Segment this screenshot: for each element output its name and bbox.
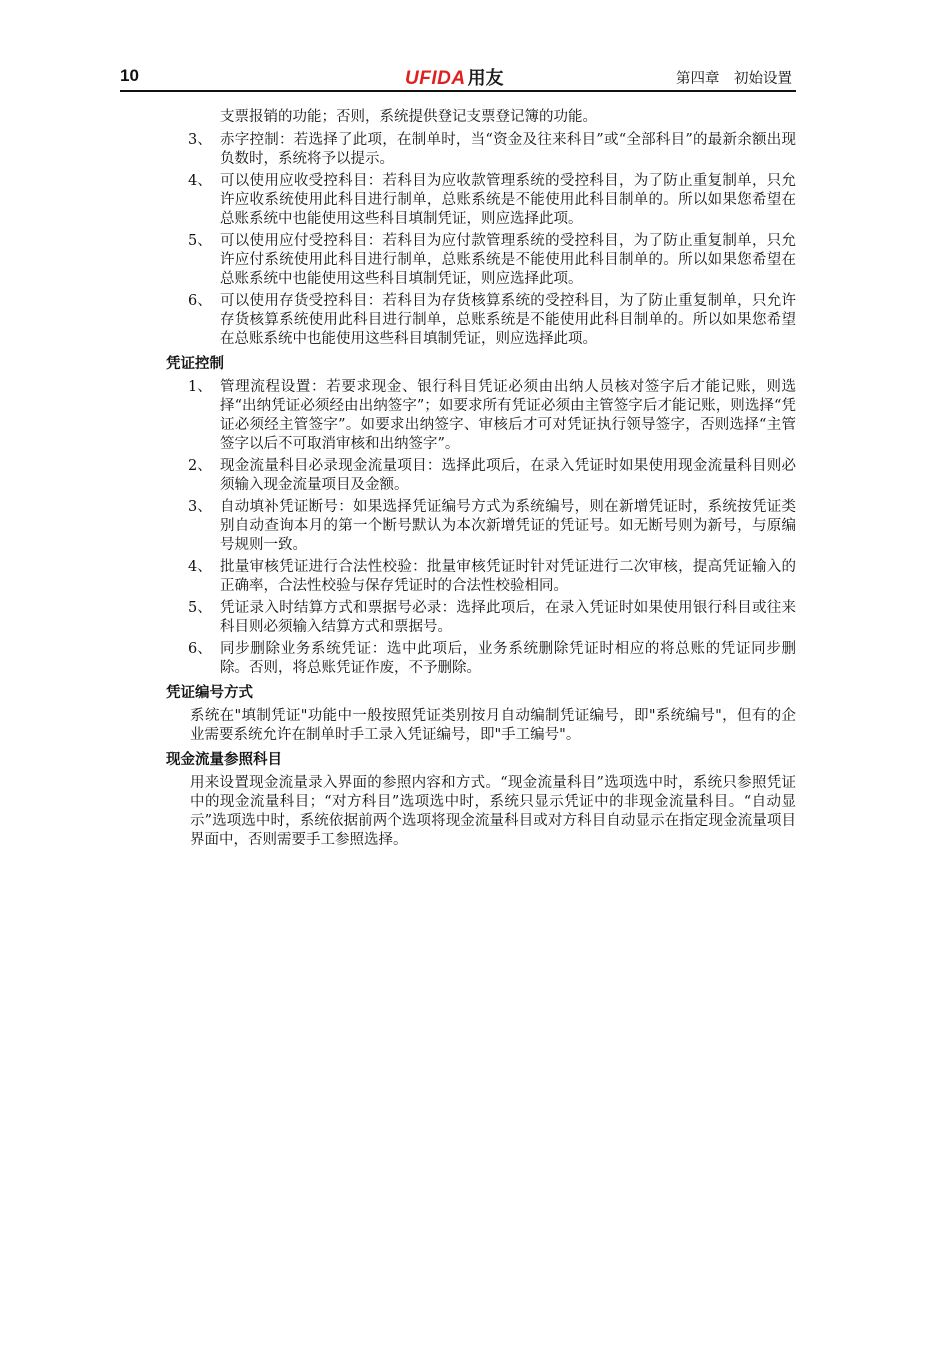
item-number: 6、 (188, 293, 212, 309)
page-number: 10 (120, 66, 139, 85)
item-number: 5、 (188, 600, 212, 616)
chapter-title: 第四章 初始设置 (676, 71, 792, 87)
logo-text-en: UFIDA (405, 68, 466, 89)
page-content (166, 108, 796, 854)
item-number: 3、 (188, 132, 212, 148)
item-number: 2、 (188, 458, 212, 474)
item-text: 可以使用应付受控科目：若科目为应付款管理系统的受控科目，为了防止重复制单，只允许应付系统使用此科目进行制单，总账系统是不能使用此科目制单的。所以如果您希望在总账系统中也能使用这些科目填制凭证，则应选择此项。 (220, 233, 796, 287)
list-item (166, 131, 796, 169)
list-item (166, 232, 796, 289)
item-number: 1、 (188, 379, 212, 395)
item-text: 自动填补凭证断号：如果选择凭证编号方式为系统编号，则在新增凭证时，系统按凭证类别自动查询本月的第一个断号默认为本次新增凭证的凭证号。如无断号则为新号，与原编号规则一致。 (220, 499, 796, 553)
section-title-numbering: 凭证编号方式 (166, 685, 253, 701)
page-header (120, 64, 796, 92)
intro-continuation: 支票报销的功能；否则，系统提供登记支票登记簿的功能。 (220, 109, 597, 125)
item-text: 赤字控制：若选择了此项，在制单时，当“资金及往来科目”或“全部科目”的最新余额出现负数时，系统将予以提示。 (220, 132, 796, 167)
list-item (166, 599, 796, 637)
item-text: 管理流程设置：若要求现金、银行科目凭证必须由出纳人员核对签字后才能记账，则选择“出纳凭证必须经由出纳签字”；如要求所有凭证必须由主管签字后才能记账，则选择“凭证必须经主管签字”。如要求出纳签字、审核后才可对凭证执行领导签字，否则选择“主管签字以后不可取消审核和出纳签字”。 (220, 379, 796, 452)
item-number: 4、 (188, 173, 212, 189)
item-number: 4、 (188, 559, 212, 575)
item-number: 5、 (188, 233, 212, 249)
list-item (166, 172, 796, 229)
numbering-paragraph: 系统在"填制凭证"功能中一般按照凭证类别按月自动编制凭证编号，即"系统编号"，但有的企业需要系统允许在制单时手工录入凭证编号，即"手工编号"。 (190, 708, 796, 743)
item-text: 现金流量科目必录现金流量项目：选择此项后，在录入凭证时如果使用现金流量科目则必须输入现金流量项目及金额。 (220, 458, 796, 493)
item-number: 3、 (188, 499, 212, 515)
item-text: 可以使用应收受控科目：若科目为应收款管理系统的受控科目，为了防止重复制单，只允许应收系统使用此科目进行制单，总账系统是不能使用此科目制单的。所以如果您希望在总账系统中也能使用这些科目填制凭证，则应选择此项。 (220, 173, 796, 227)
list-item (166, 378, 796, 454)
item-number: 6、 (188, 641, 212, 657)
list-item (166, 498, 796, 555)
section-title-cashflow: 现金流量参照科目 (166, 752, 282, 768)
list-item (166, 457, 796, 495)
list-item (166, 292, 796, 349)
logo-text-cn: 用友 (467, 68, 504, 88)
cashflow-paragraph: 用来设置现金流量录入界面的参照内容和方式。“现金流量科目”选项选中时，系统只参照凭证中的现金流量科目；“对方科目”选项选中时，系统只显示凭证中的非现金流量科目。“自动显示”选项选中时，系统依据前两个选项将现金流量科目或对方科目自动显示在指定现金流量项目界面中，否则需要手工参照选择。 (190, 775, 796, 848)
item-text: 同步删除业务系统凭证：选中此项后，业务系统删除凭证时相应的将总账的凭证同步删除。否则，将总账凭证作废，不予删除。 (220, 641, 796, 676)
item-text: 批量审核凭证进行合法性校验：批量审核凭证时针对凭证进行二次审核，提高凭证输入的正确率，合法性校验与保存凭证时的合法性校验相同。 (220, 559, 796, 594)
ufida-logo (405, 64, 504, 90)
list-item (166, 640, 796, 678)
list-item (166, 558, 796, 596)
item-text: 凭证录入时结算方式和票据号必录：选择此项后，在录入凭证时如果使用银行科目或往来科目则必须输入结算方式和票据号。 (220, 600, 796, 635)
section-title-voucher-control: 凭证控制 (166, 356, 224, 372)
item-text: 可以使用存货受控科目：若科目为存货核算系统的受控科目，为了防止重复制单，只允许存货核算系统使用此科目进行制单，总账系统是不能使用此科目制单的。所以如果您希望在总账系统中也能使用这些科目填制凭证，则应选择此项。 (220, 293, 796, 347)
